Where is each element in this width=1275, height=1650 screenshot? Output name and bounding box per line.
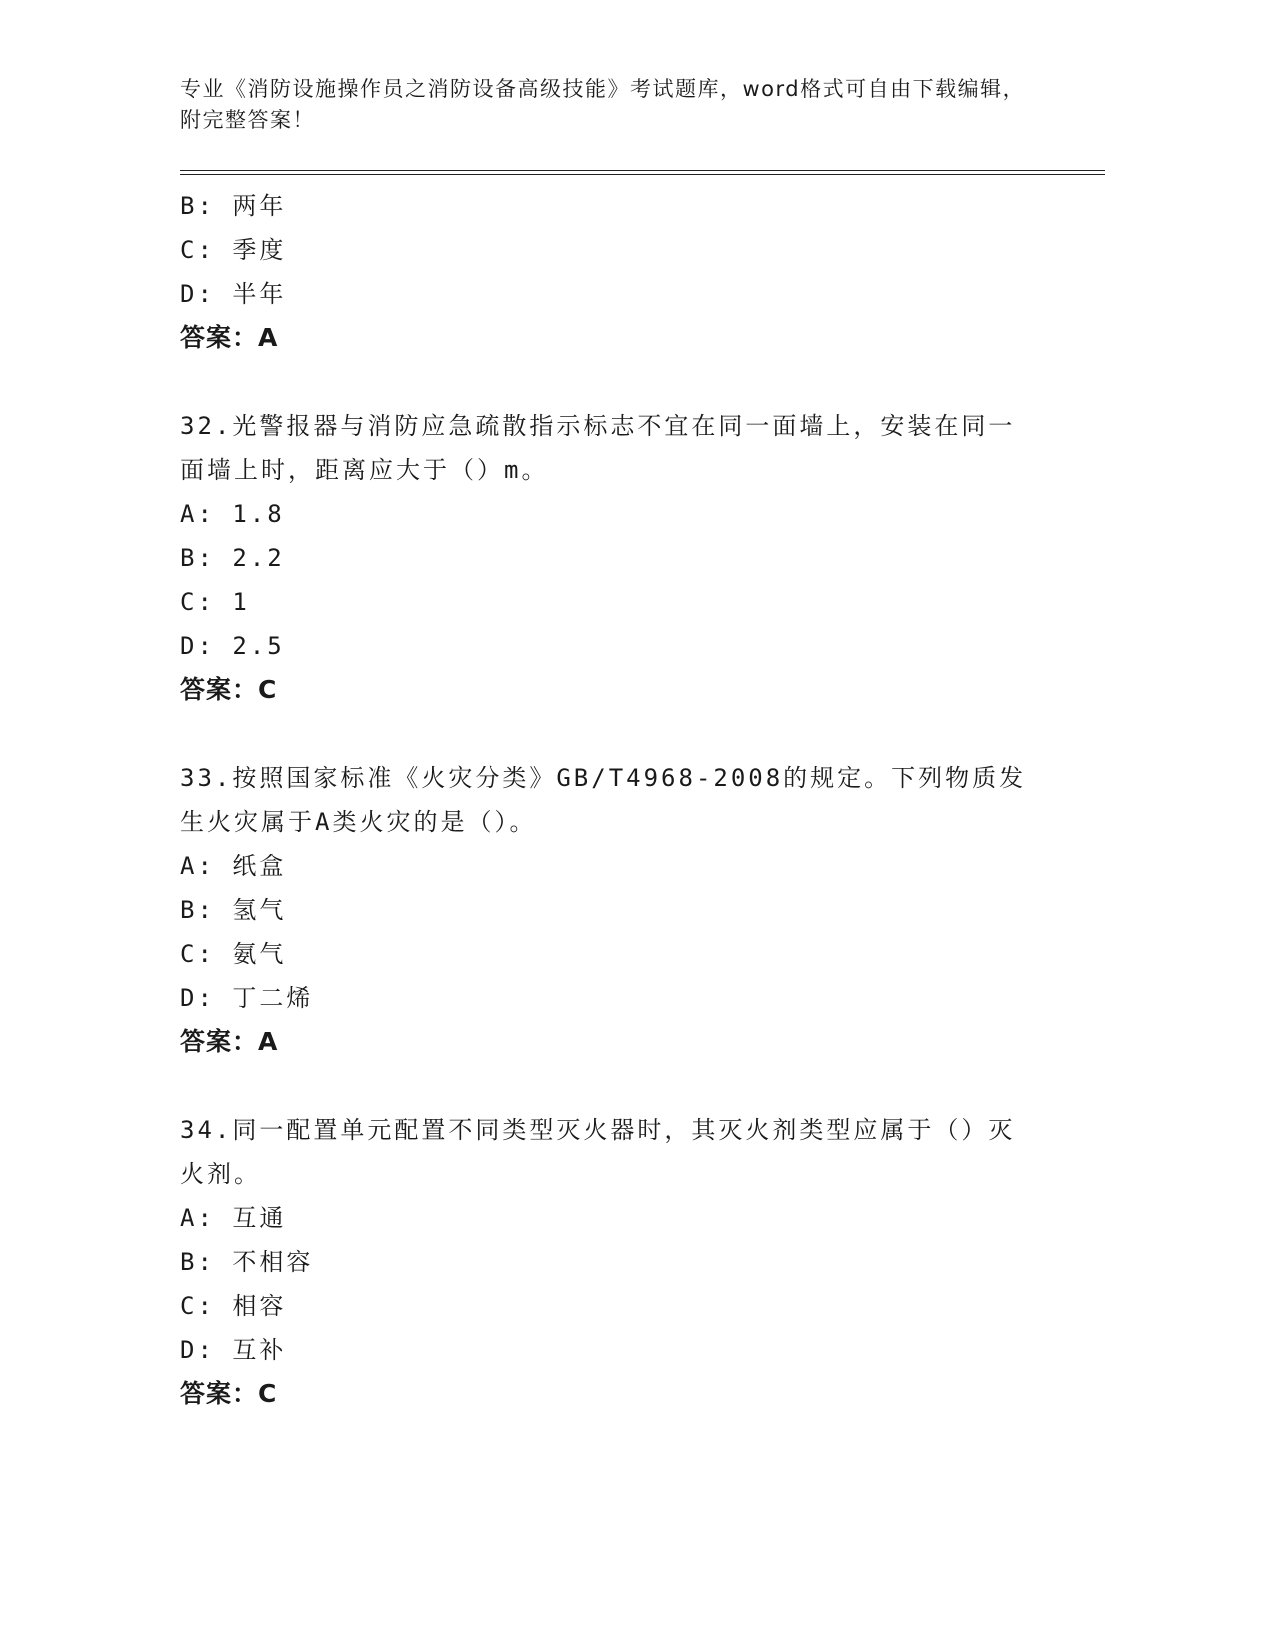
option-d: D: 半年 bbox=[180, 280, 287, 308]
spacer bbox=[180, 712, 1040, 756]
header-rule-bottom bbox=[180, 174, 1105, 175]
partial-question-block bbox=[180, 184, 1040, 360]
option-a: A: 互通 bbox=[180, 1204, 287, 1232]
option-a: A: 1.8 bbox=[180, 500, 285, 528]
question-text: 33.按照国家标准《火灾分类》GB/T4968-2008的规定。下列物质发生火灾属于A类火灾的是（）。 bbox=[180, 764, 1027, 836]
question-block-33 bbox=[180, 756, 1040, 1064]
question-content bbox=[180, 184, 1040, 1416]
question-text: 34.同一配置单元配置不同类型灭火器时，其灭火剂类型应属于（）灭火剂。 bbox=[180, 1116, 1016, 1188]
option-b: B: 不相容 bbox=[180, 1248, 314, 1276]
option-d: D: 2.5 bbox=[180, 632, 285, 660]
option-c: C: 季度 bbox=[180, 236, 287, 264]
answer-line: 答案：A bbox=[180, 323, 279, 352]
option-c: C: 1 bbox=[180, 588, 250, 616]
option-c: C: 相容 bbox=[180, 1292, 287, 1320]
option-d: D: 丁二烯 bbox=[180, 984, 314, 1012]
option-d: D: 互补 bbox=[180, 1336, 287, 1364]
option-b: B: 两年 bbox=[180, 192, 287, 220]
header-text: 专业《消防设施操作员之消防设备高级技能》考试题库，word格式可自由下载编辑，附完整答案！ bbox=[180, 77, 1026, 132]
spacer bbox=[180, 1064, 1040, 1108]
option-a: A: 纸盒 bbox=[180, 852, 287, 880]
answer-line: 答案：C bbox=[180, 675, 278, 704]
header-rule-top bbox=[180, 170, 1105, 171]
answer-line: 答案：C bbox=[180, 1379, 278, 1408]
option-c: C: 氨气 bbox=[180, 940, 287, 968]
spacer bbox=[180, 360, 1040, 404]
question-text: 32.光警报器与消防应急疏散指示标志不宜在同一面墙上，安装在同一面墙上时，距离应大于（）m。 bbox=[180, 412, 1016, 484]
option-b: B: 2.2 bbox=[180, 544, 285, 572]
question-block-32 bbox=[180, 404, 1040, 712]
answer-line: 答案：A bbox=[180, 1027, 279, 1056]
question-block-34 bbox=[180, 1108, 1040, 1416]
option-b: B: 氢气 bbox=[180, 896, 287, 924]
